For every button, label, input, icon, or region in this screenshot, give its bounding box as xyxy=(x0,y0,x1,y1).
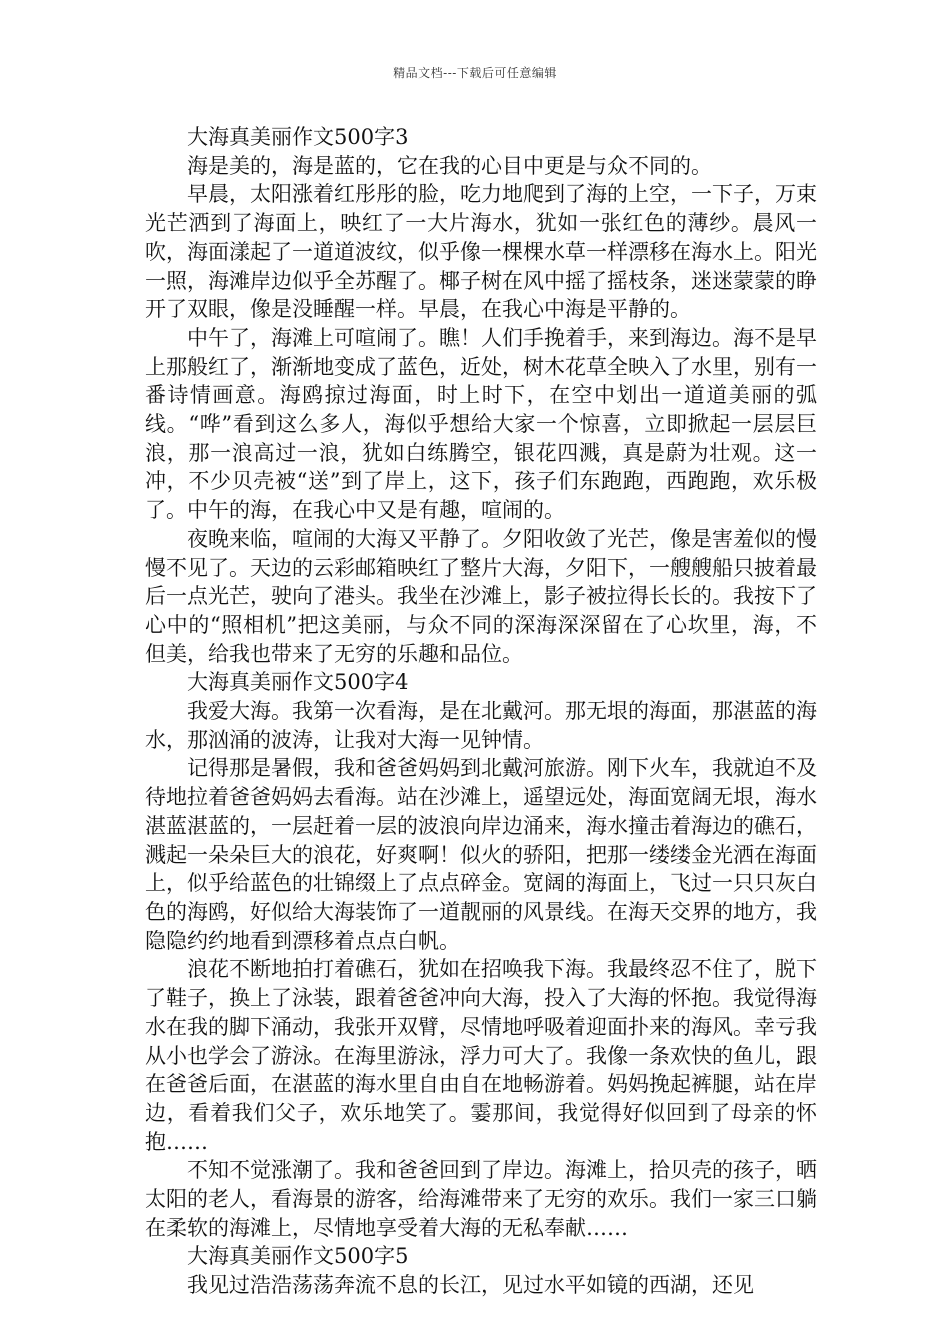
essay-title-5: 大海真美丽作文500字5 xyxy=(187,1244,409,1269)
essay-title-4: 大海真美丽作文500字4 xyxy=(187,670,409,695)
paragraph: 浪花不断地拍打着礁石，犹如在招唤我下海。我最终忍不住了，脱下了鞋子，换上了泳装，跟着爸爸冲向大海，投入了大海的怀抱。我觉得海水在我的脚下涌动，我张开双臂，尽情地呼吸着迎面扑来的海风。幸亏我从小也学会了游泳。在海里游泳，浮力可大了。我像一条欢快的鱼儿，跟在爸爸后面，在湛蓝的海水里自由自在地畅游着。妈妈挽起裤腿，站在岸边，看着我们父子，欢乐地笑了。霎那间，我觉得好似回到了母亲的怀抱…… xyxy=(145,957,817,1154)
paragraph: 我见过浩浩荡荡奔流不息的长江，见过水平如镜的西湖，还见 xyxy=(187,1273,754,1298)
document-body xyxy=(145,123,817,1300)
paragraph: 中午了，海滩上可喧闹了。瞧！人们手挽着手，来到海边。海不是早上那般红了，渐渐地变成了蓝色，近处，树木花草全映入了水里，别有一番诗情画意。海鸥掠过海面，时上时下，在空中划出一道道美丽的弧线。“哗”看到这么多人，海似乎想给大家一个惊喜，立即掀起一层层巨浪，那一浪高过一浪，犹如白练腾空，银花四溅，真是蔚为壮观。这一冲，不少贝壳被“送”到了岸上，这下，孩子们东跑跑，西跑跑，欢乐极了。中午的海，在我心中又是有趣，喧闹的。 xyxy=(145,325,817,523)
page-header: 精品文档---下载后可任意编辑 xyxy=(393,66,557,80)
paragraph: 早晨，太阳涨着红彤彤的脸，吃力地爬到了海的上空，一下子，万束光芒洒到了海面上，映红了一大片海水，犹如一张红色的薄纱。晨风一吹，海面漾起了一道道波纹，似乎像一棵棵水草一样漂移在海水上。阳光一照，海滩岸边似乎全苏醒了。椰子树在风中摇了摇枝条，迷迷蒙蒙的睁开了双眼，像是没睡醒一样。早晨，在我心中海是平静的。 xyxy=(145,182,817,322)
paragraph: 海是美的，海是蓝的，它在我的心目中更是与众不同的。 xyxy=(187,153,712,178)
paragraph: 不知不觉涨潮了。我和爸爸回到了岸边。海滩上，拾贝壳的孩子，晒太阳的老人，看海景的游客，给海滩带来了无穷的欢乐。我们一家三口躺在柔软的海滩上，尽情地享受着大海的无私奉献…… xyxy=(145,1158,817,1240)
paragraph: 我爱大海。我第一次看海，是在北戴河。那无垠的海面，那湛蓝的海水，那汹涌的波涛，让我对大海一见钟情。 xyxy=(145,699,817,752)
paragraph: 记得那是暑假，我和爸爸妈妈到北戴河旅游。刚下火车，我就迫不及待地拉着爸爸妈妈去看海。站在沙滩上，遥望远处，海面宽阔无垠，海水湛蓝湛蓝的，一层赶着一层的波浪向岸边涌来，海水撞击着海边的礁石，溅起一朵朵巨大的浪花，好爽啊！似火的骄阳，把那一缕缕金光洒在海面上，似乎给蓝色的壮锦缀上了点点碎金。宽阔的海面上，飞过一只只灰白色的海鸥，好似给大海装饰了一道靓丽的风景线。在海天交界的地方，我隐隐约约地看到漂移着点点白帆。 xyxy=(145,756,817,953)
paragraph: 夜晚来临，喧闹的大海又平静了。夕阳收敛了光芒，像是害羞似的慢慢不见了。天边的云彩邮箱映红了整片大海，夕阳下，一艘艘船只披着最后一点光芒，驶向了港头。我坐在沙滩上，影子被拉得长长的。我按下了心中的“照相机”把这美丽，与众不同的深海深深留在了心坎里，海，不但美，给我也带来了无穷的乐趣和品位。 xyxy=(145,526,817,666)
essay-title-3: 大海真美丽作文500字3 xyxy=(187,125,409,149)
